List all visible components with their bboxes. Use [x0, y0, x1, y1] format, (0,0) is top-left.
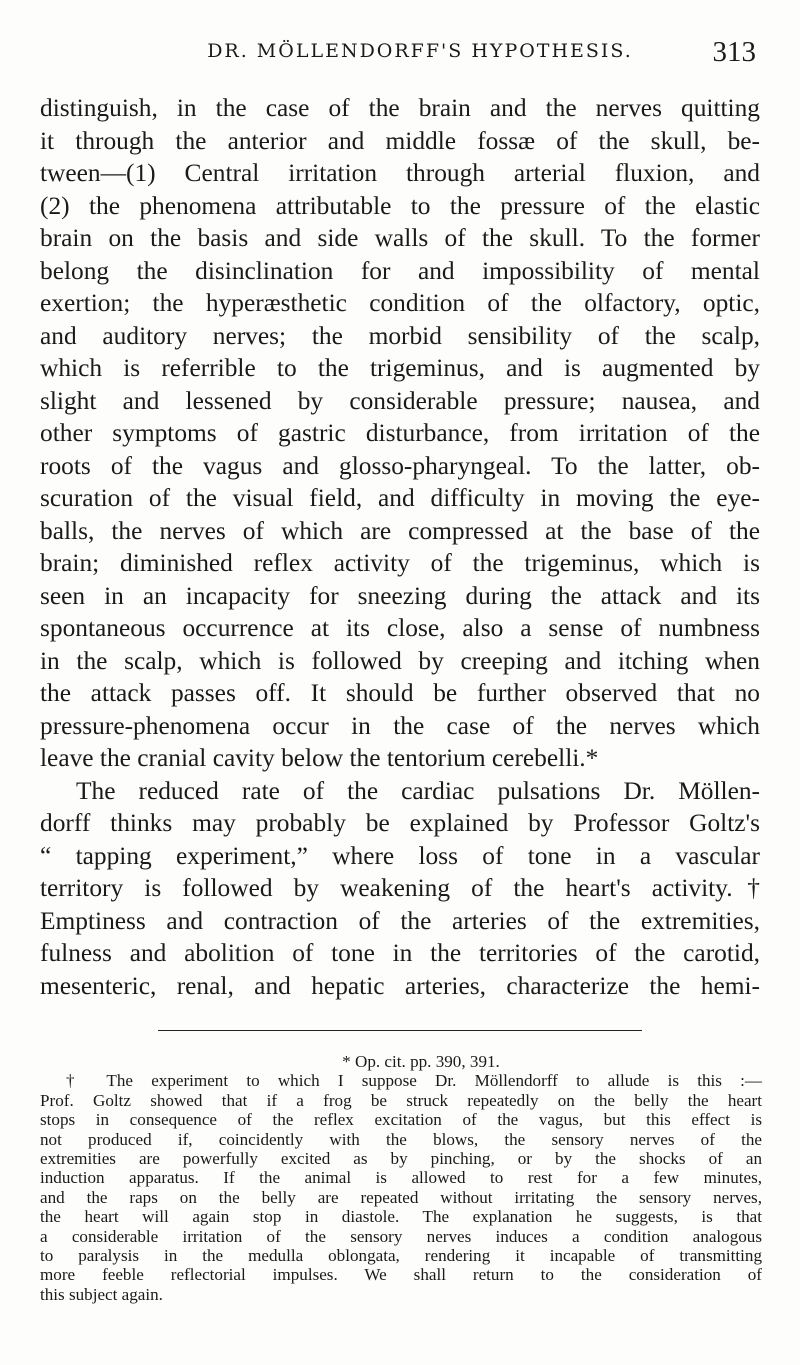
body-line: brain on the basis and side walls of the skull. To the former	[40, 224, 760, 252]
running-title: DR. MÖLLENDORFF'S HYPOTHESIS.	[207, 40, 633, 62]
body-line: it through the anterior and middle fossæ of the skull, be-	[40, 126, 760, 155]
body-line: leave the cranial cavity below the tentorium cerebelli.*	[40, 744, 599, 772]
footnote-line: † The experiment to which I suppose Dr. Möllendorff to allude is this :—	[66, 1071, 762, 1091]
body-line: pressure-phenomena occur in the case of the nerves which	[40, 711, 760, 740]
body-line: in the scalp, which is followed by creeping and itching when	[40, 646, 760, 675]
body-line: other symptoms of gastric disturbance, from irritation of the	[40, 419, 760, 447]
body-line: belong the disinclination for and impossibility of mental	[40, 256, 760, 285]
footnote-line: to paralysis in the medulla oblongata, rendering it incapable of transmitting	[40, 1245, 762, 1265]
footnote-line: extremities are powerfully excited as by pinching, or by the shocks of an	[40, 1148, 762, 1168]
footnote-line: more feeble reflectorial impulses. We shall return to the consideration of	[40, 1265, 762, 1285]
body-text	[40, 92, 760, 1002]
body-line: (2) the phenomena attributable to the pressure of the elastic	[40, 191, 760, 220]
footnote-line: and the raps on the belly are repeated without irritating the sensory nerves,	[40, 1187, 762, 1207]
body-line: balls, the nerves of which are compressed at the base of the	[40, 516, 760, 545]
body-line: which is referrible to the trigeminus, and is augmented by	[40, 354, 760, 382]
body-line: slight and lessened by considerable pressure; nausea, and	[40, 386, 760, 415]
footnote-line: a considerable irritation of the sensory nerves induces a condition analogous	[40, 1226, 762, 1246]
body-line: Emptiness and contraction of the arteries of the extremities,	[40, 906, 760, 935]
footnote-line: Prof. Goltz showed that if a frog be struck repeatedly on the belly the heart	[40, 1090, 762, 1110]
footnote-line: not produced if, coincidently with the blows, the sensory nerves of the	[40, 1129, 762, 1149]
footnote-line: stops in consequence of the reflex excitation of the vagus, but this effect is	[40, 1110, 762, 1130]
body-line: tween—(1) Central irritation through arterial fluxion, and	[40, 159, 760, 187]
page-number: 313	[712, 36, 756, 68]
body-line: dorff thinks may probably be explained by Professor Goltz's	[40, 809, 760, 837]
body-line: exertion; the hyperæsthetic condition of the olfactory, optic,	[40, 289, 760, 317]
footnote-line: induction apparatus. If the animal is allowed to rest for a few minutes,	[40, 1168, 762, 1188]
paragraph-start-line: The reduced rate of the cardiac pulsations Dr. Möllen-	[76, 776, 760, 805]
footnotes	[40, 1052, 762, 1304]
body-line: spontaneous occurrence at its close, also a sense of numbness	[40, 614, 760, 642]
body-line: fulness and abolition of tone in the territories of the carotid,	[40, 939, 760, 967]
body-line: the attack passes off. It should be further observed that no	[40, 679, 760, 707]
body-line: roots of the vagus and glosso-pharyngeal. To the latter, ob-	[40, 451, 760, 480]
body-line: scuration of the visual field, and difficulty in moving the eye-	[40, 484, 760, 512]
body-line: mesenteric, renal, and hepatic arteries, characterize the hemi-	[40, 971, 760, 1000]
footnote-line: * Op. cit. pp. 390, 391.	[342, 1052, 500, 1071]
running-head	[40, 36, 760, 68]
footnote-rule	[158, 1030, 642, 1031]
body-line: brain; diminished reflex activity of the trigeminus, which is	[40, 549, 760, 577]
footnote-line: the heart will again stop in diastole. The explanation he suggests, is that	[40, 1207, 762, 1227]
body-line: “ tapping experiment,” where loss of tone in a vascular	[40, 841, 760, 870]
body-line: seen in an incapacity for sneezing during the attack and its	[40, 581, 760, 610]
body-line: and auditory nerves; the morbid sensibility of the scalp,	[40, 321, 760, 350]
footnote-line: this subject again.	[40, 1284, 163, 1304]
body-line: distinguish, in the case of the brain and the nerves quitting	[40, 94, 760, 122]
body-line: territory is followed by weakening of the heart's activity.†	[40, 874, 760, 902]
